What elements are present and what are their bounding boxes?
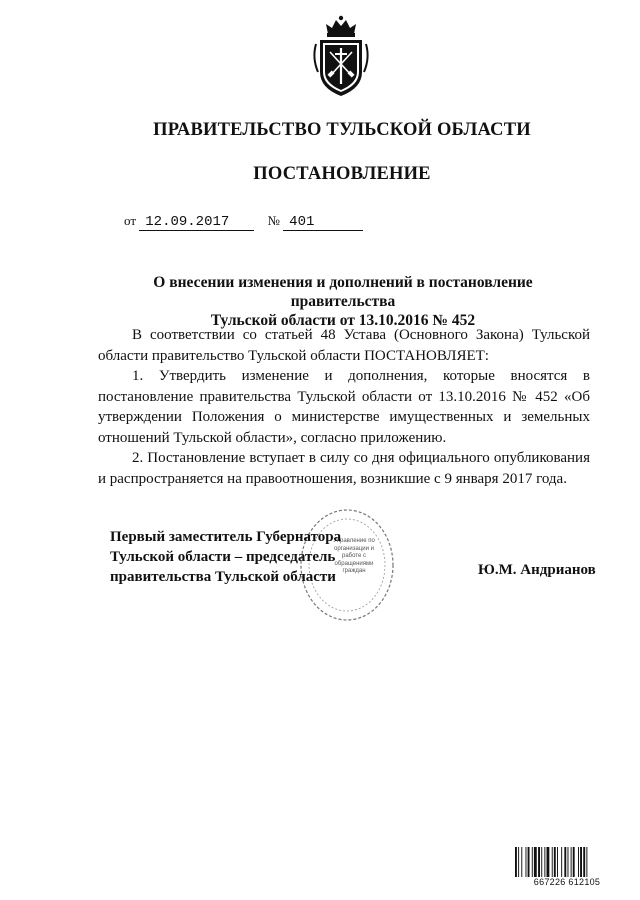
body-paragraph-2: 1. Утвердить изменение и дополнения, которые вносятся в постановление правительства Тульской области от 13.10.2016 № 452 «Об утверждении Положения о министерстве имущественных и земельных отношений Тульской области», согласно приложению. bbox=[98, 368, 590, 446]
stamp-text: Управление по организации и работе с обращениями граждан bbox=[333, 538, 375, 574]
document-number: 401 bbox=[283, 214, 363, 231]
document-type: ПОСТАНОВЛЕНИЕ bbox=[253, 164, 431, 184]
body-paragraph-1: В соответствии со статьей 48 Устава (Основного Закона) Тульской области правительство Тульской области ПОСТАНОВЛЯЕТ: bbox=[98, 327, 590, 364]
signer-position bbox=[110, 527, 341, 587]
document-body bbox=[98, 325, 590, 489]
date-prefix: от bbox=[124, 213, 137, 228]
government-title: ПРАВИТЕЛЬСТВО ТУЛЬСКОЙ ОБЛАСТИ bbox=[153, 120, 531, 140]
signer-position-line-1: Первый заместитель Губернатора bbox=[110, 529, 342, 545]
subject-line-2: Тульской области от 13.10.2016 № 452 bbox=[210, 312, 476, 329]
signer-name: Ю.М. Андрианов bbox=[478, 562, 596, 578]
document-subject bbox=[100, 273, 586, 330]
subject-line-1: О внесении изменения и дополнений в постановление правительства bbox=[153, 274, 533, 310]
body-paragraph-3: 2. Постановление вступает в силу со дня официального опубликования и распространяется на правоотношения, возникшие с 9 января 2017 года. bbox=[98, 450, 590, 487]
document-date: 12.09.2017 bbox=[139, 214, 254, 231]
signer-position-line-3: правительства Тульской области bbox=[110, 569, 336, 585]
barcode-icon bbox=[513, 847, 621, 877]
number-prefix: № bbox=[267, 213, 280, 228]
date-number-line bbox=[124, 213, 363, 231]
tula-coat-of-arms-icon bbox=[310, 14, 372, 98]
barcode-number: 667226 612105 bbox=[533, 877, 601, 887]
signer-position-line-2: Тульской области – председатель bbox=[110, 549, 336, 565]
